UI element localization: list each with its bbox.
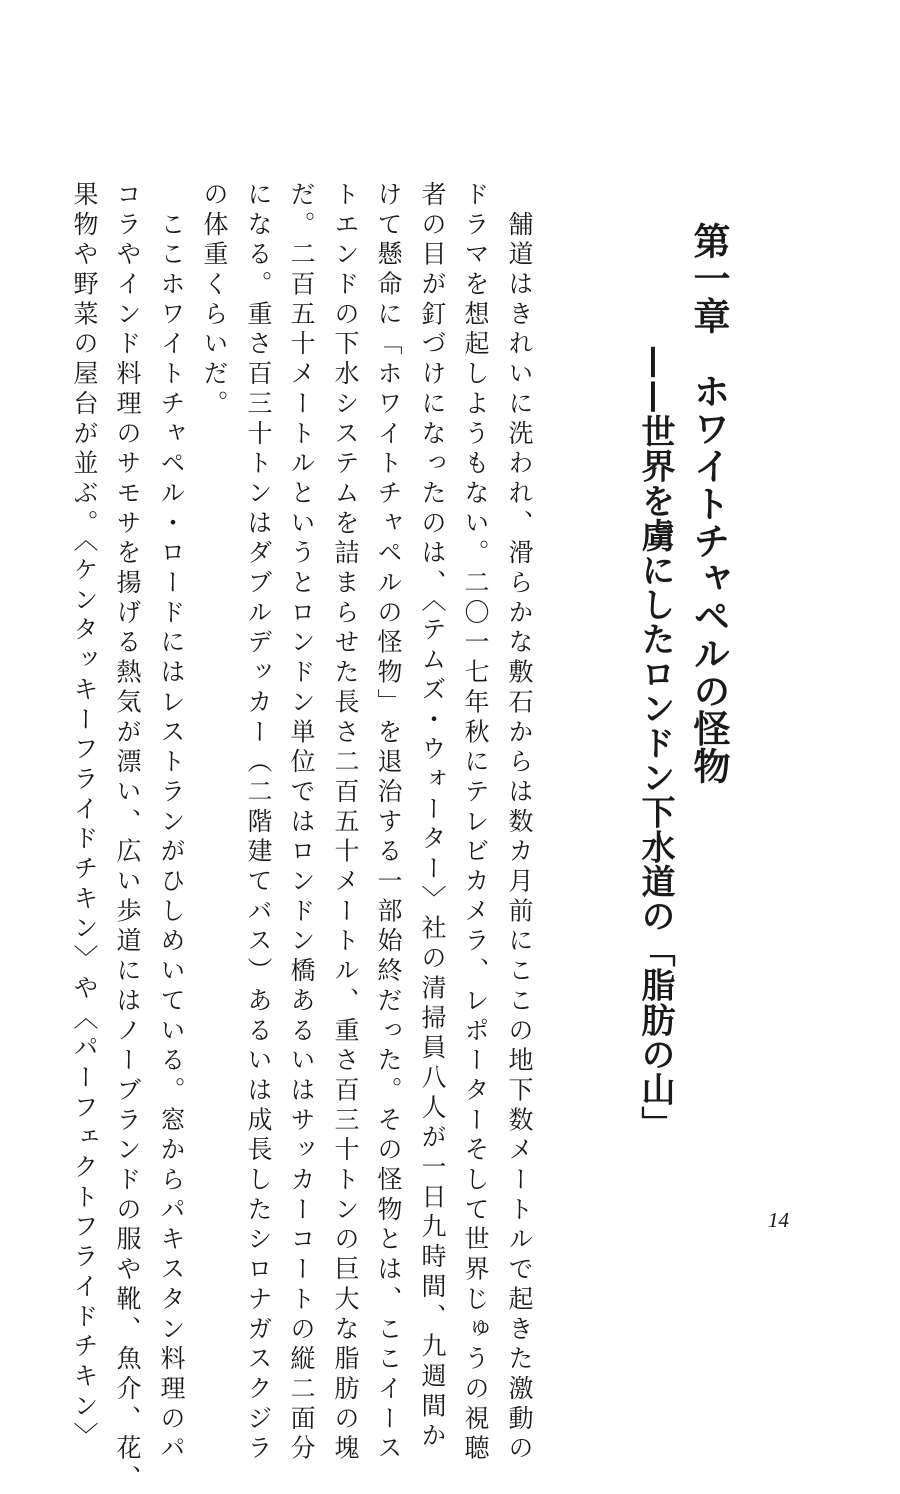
body-line-8: の体重くらいだ。: [200, 181, 229, 420]
chapter-subtitle: ——世界を虜にしたロンドン下水道の「脂肪の山」: [635, 345, 675, 1141]
page-number: 14: [768, 1208, 789, 1232]
body-line-3: 者の目が釘づけになったのは、〈テムズ・ウォーター〉社の清掃員八人が一日九時間、九週間か: [418, 181, 447, 1453]
body-line-1: 舗道はきれいに洗われ、滑らかな敷石からは数カ月前にここの地下数メートルで起きた激動の: [505, 181, 534, 1465]
body-line-6: だ。二百五十メートルというとロンドン単位ではロンドン橋あるいはサッカーコートの縦二面分: [287, 181, 316, 1465]
body-line-4: けて懸命に「ホワイトチャペルの怪物」を退治する一部始終だった。その怪物とは、ここイース: [374, 181, 403, 1465]
body-line-10: コラやインド料理のサモサを揚げる熱気が漂い、広い歩道にはノーブランドの服や靴、魚介、花、: [113, 181, 142, 1494]
body-line-7: になる。重さ百三十トンはダブルデッカー（二階建てバス）あるいは成長したシロナガスクジラ: [244, 181, 273, 1465]
body-line-11: 果物や野菜の屋台が並ぶ。〈ケンタッキーフライドチキン〉や〈パーフェクトフライドチキン〉: [70, 181, 99, 1453]
body-line-9: ここホワイトチャペル・ロードにはレストランがひしめいている。窓からパキスタン料理のパ: [157, 181, 186, 1465]
body-line-2: ドラマを想起しようもない。二〇一七年秋にテレビカメラ、レポーターそして世界じゅうの視聴: [461, 181, 490, 1465]
chapter-title: 第一章 ホワイトチャペルの怪物: [687, 222, 731, 785]
body-line-5: トエンドの下水システムを詰まらせた長さ二百五十メートル、重さ百三十トンの巨大な脂肪の塊: [331, 181, 360, 1465]
